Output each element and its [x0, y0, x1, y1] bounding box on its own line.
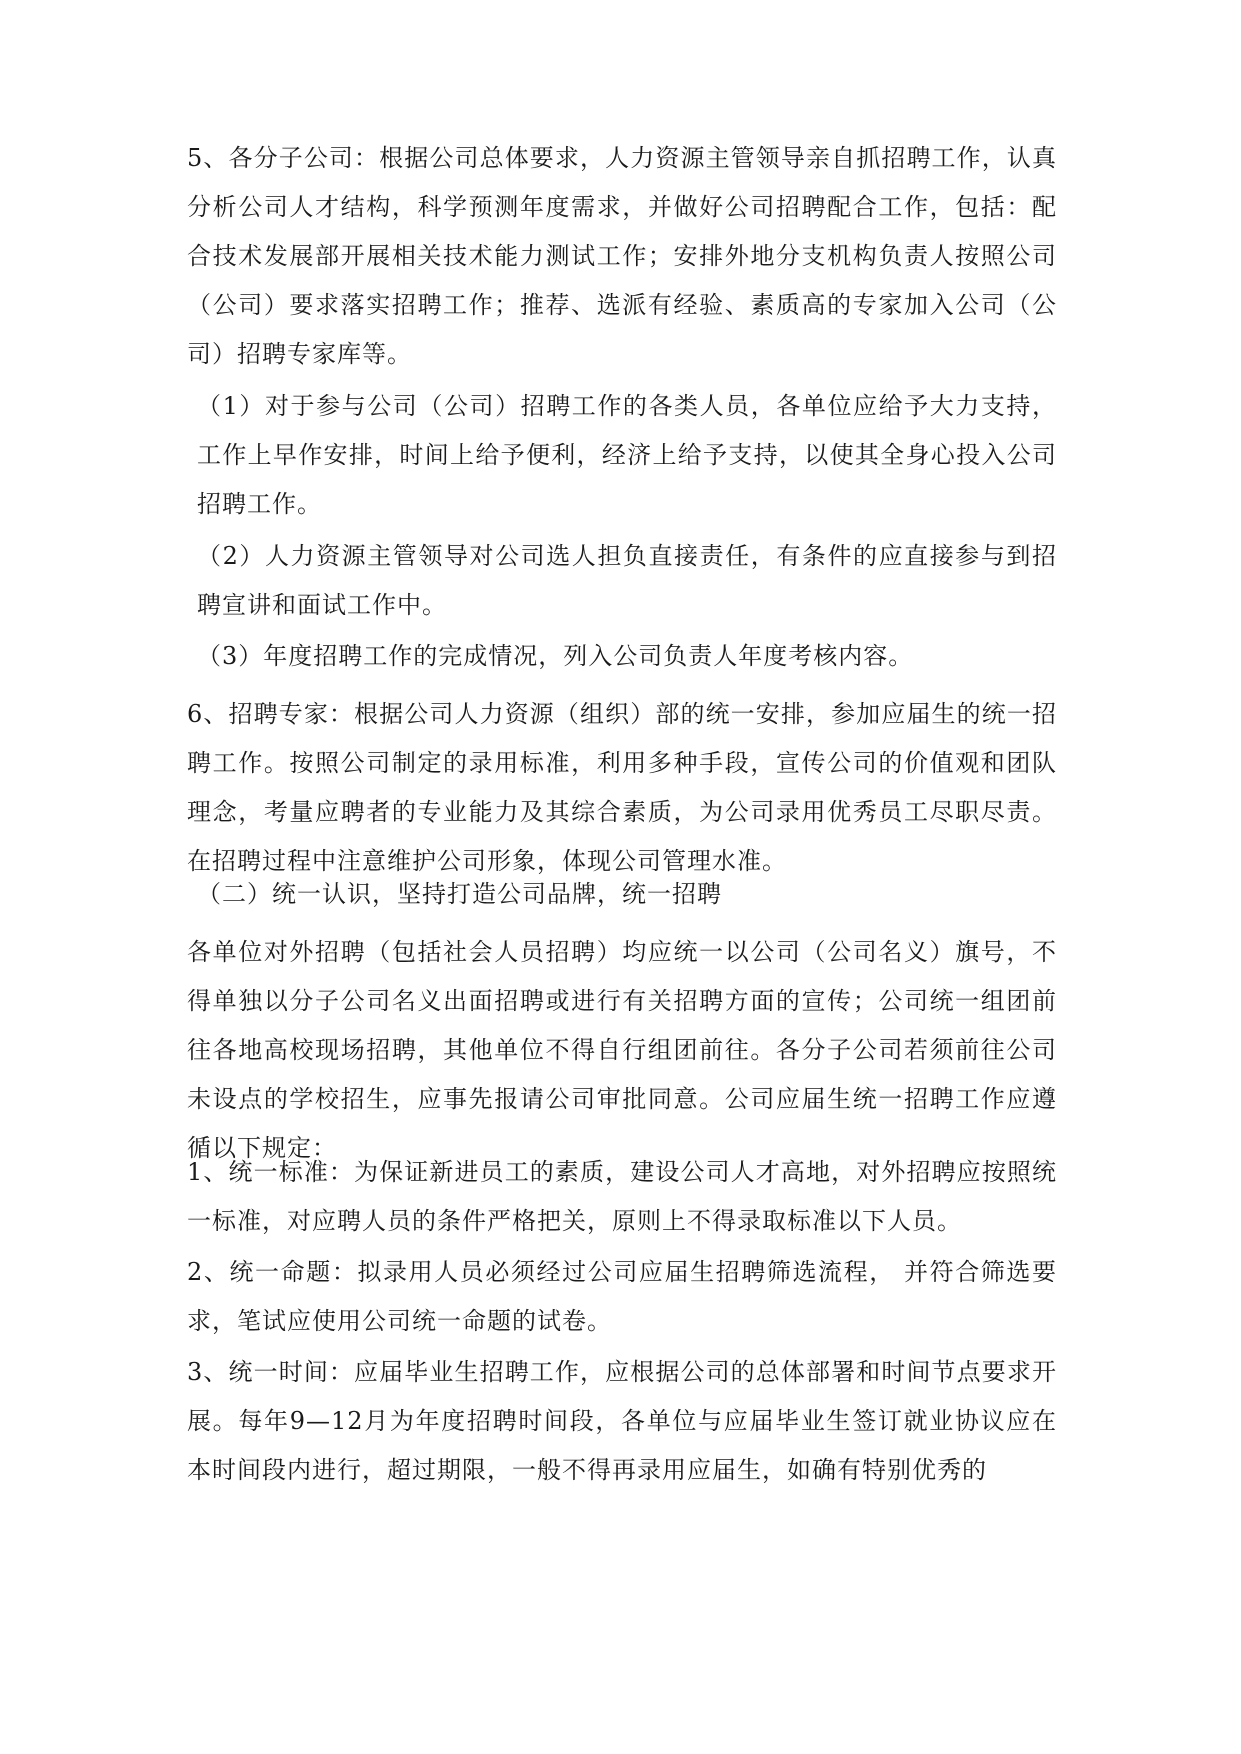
section-heading-unified-recognition: （二）统一认识，坚持打造公司品牌，统一招聘 [197, 880, 722, 908]
paragraph-unified-recruitment: 各单位对外招聘（包括社会人员招聘）均应统一以公司（公司名义）旗号，不得单独以分子公司名义出面招聘或进行有关招聘方面的宣传；公司统一组团前往各地高校现场招聘，其他单位不得自行组团前往。各分子公司若须前往公司未设点的学校招生，应事先报请公司审批同意。公司应届生统一招聘工作应遵循以下规定： [187, 938, 1057, 1162]
paragraph-item-2-responsibility: （2）人力资源主管领导对公司选人担负直接责任，有条件的应直接参与到招聘宣讲和面试工作中。 [197, 542, 1057, 619]
paragraph-3-unified-time: 3、统一时间：应届毕业生招聘工作，应根据公司的总体部署和时间节点要求开展。每年9—12月为年度招聘时间段，各单位与应届毕业生签订就业协议应在本时间段内进行，超过期限，一般不得再录用应届生，如确有特别优秀的 [187, 1358, 1057, 1484]
paragraph-6-recruitment-experts: 6、招聘专家：根据公司人力资源（组织）部的统一安排，参加应届生的统一招聘工作。按照公司制定的录用标准，利用多种手段，宣传公司的价值观和团队理念，考量应聘者的专业能力及其综合素质，为公司录用优秀员工尽职尽责。在招聘过程中注意维护公司形象，体现公司管理水准。 [187, 700, 1057, 875]
paragraph-5-subsidiaries: 5、各分子公司：根据公司总体要求，人力资源主管领导亲自抓招聘工作，认真分析公司人才结构，科学预测年度需求，并做好公司招聘配合工作，包括：配合技术发展部开展相关技术能力测试工作；安排外地分支机构负责人按照公司（公司）要求落实招聘工作；推荐、选派有经验、素质高的专家加入公司（公司）招聘专家库等。 [187, 144, 1057, 368]
paragraph-item-1-support: （1）对于参与公司（公司）招聘工作的各类人员，各单位应给予大力支持，工作上早作安排，时间上给予便利，经济上给予支持，以使其全身心投入公司招聘工作。 [197, 392, 1057, 518]
paragraph-1-unified-standard: 1、统一标准：为保证新进员工的素质，建设公司人才高地，对外招聘应按照统一标准，对应聘人员的条件严格把关，原则上不得录取标准以下人员。 [187, 1158, 1057, 1235]
paragraph-item-3-assessment: （3）年度招聘工作的完成情况，列入公司负责人年度考核内容。 [197, 642, 914, 670]
paragraph-2-unified-exam: 2、统一命题：拟录用人员必须经过公司应届生招聘筛选流程， 并符合筛选要求，笔试应使用公司统一命题的试卷。 [187, 1258, 1057, 1335]
